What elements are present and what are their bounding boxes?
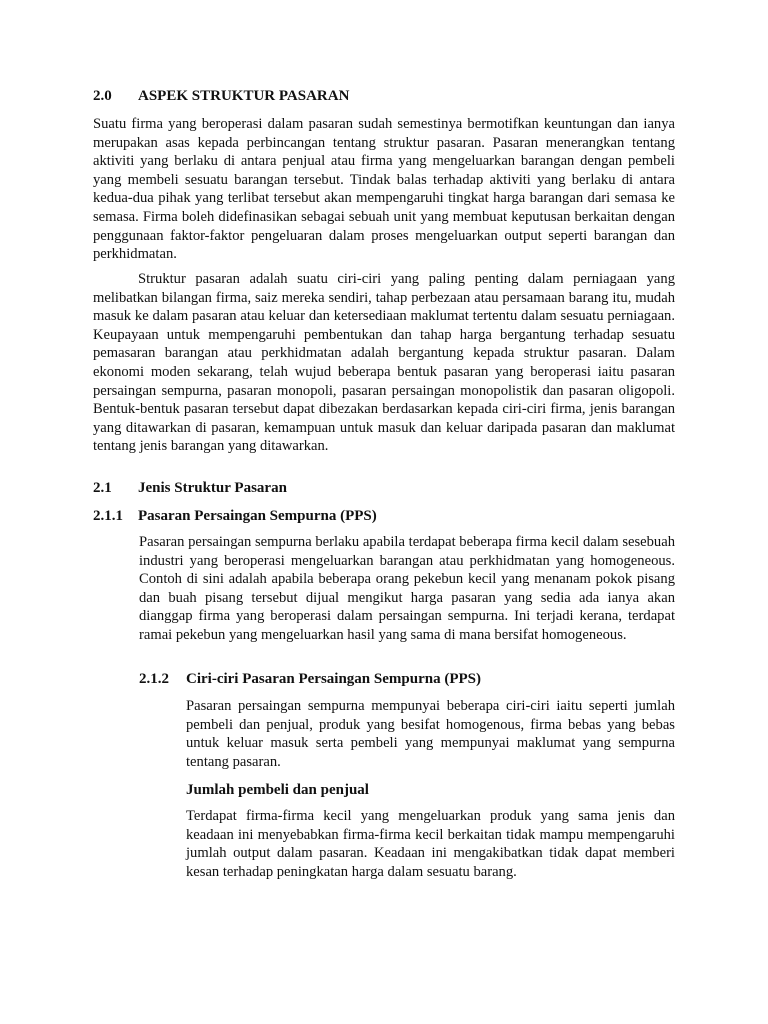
- section-title: Jenis Struktur Pasaran: [138, 480, 287, 496]
- section-number: 2.1.2: [139, 671, 169, 687]
- section-2-0-paragraph-1: Suatu firma yang beroperasi dalam pasaran sudah semestinya bermotifkan keuntungan dan ianya merupakan asas kepada perbincangan tentang struktur pasaran. Pasaran menerangkan tentang aktiviti yang berlaku di antara penjual atau firma yang mengeluarkan barangan dengan pembeli yang membeli sesuatu barangan tersebut. Tindak balas terhadap aktiviti yang berlaku di antara kedua-dua pihak yang terlibat tersebut akan mempengaruhi tingkat harga barangan dari semasa ke semasa. Firma boleh didefinasikan sebagai sebuah unit yang membuat keputusan berkaitan dengan penggunaan faktor-faktor pengeluaran dalam proses mengeluarkan output seperti barangan dan perkhidmatan.: [93, 116, 675, 263]
- section-number: 2.0: [93, 88, 112, 104]
- section-2-1-1-paragraph: Pasaran persaingan sempurna berlaku apabila terdapat beberapa firma kecil dalam sesebuah industri yang beroperasi mengeluarkan barangan atau perkhidmatan yang homogeneous. Contoh di sini adalah apabila beberapa orang pekebun kecil yang menanam pokok pisang dan buah pisang tersebut dijual mengikut harga pasaran yang sedia ada ianya akan dianggap firma yang beroperasi dalam persaingan sempurna. Ini terjadi kerana, terdapat ramai pekebun yang mengeluarkan hasil yang sama di mana bersifat homogeneous.: [139, 534, 675, 643]
- section-2-0-paragraph-2: Struktur pasaran adalah suatu ciri-ciri yang paling penting dalam perniagaan yang melibatkan bilangan firma, saiz mereka sendiri, tahap perbezaan atau persamaan barang itu, mudah masuk ke dalam pasaran atau keluar dan ketersediaan maklumat tertentu dalam sesuatu perniagaan. Keupayaan untuk mempengaruhi pembentukan dan tahap harga bergantung terhadap sesuatu pemasaran barangan atau perkhidmatan adalah bergantung kepada struktur pasaran. Dalam ekonomi moden sekarang, telah wujud beberapa bentuk pasaran yang beroperasi iaitu pasaran persaingan sempurna, pasaran monopoli, pasaran persaingan monopolistik dan pasaran oligopoli. Bentuk-bentuk pasaran tersebut dapat dibezakan berdasarkan kepada ciri-ciri firma, jenis barangan yang ditawarkan di pasaran, kemampuan untuk masuk dan keluar daripada pasaran dan maklumat tentang jenis barangan yang ditawarkan.: [93, 271, 675, 455]
- section-title: Ciri-ciri Pasaran Persaingan Sempurna (PPS): [186, 671, 481, 687]
- subheading-paragraph: Terdapat firma-firma kecil yang mengeluarkan produk yang sama jenis dan keadaan ini menyebabkan firma-firma kecil berkaitan tidak mampu mempengaruhi jumlah output dalam pasaran. Keadaan ini mengakibatkan tidak dapat memberi kesan terhadap peningkatan harga dalam sesuatu barang.: [186, 808, 675, 880]
- section-title: Pasaran Persaingan Sempurna (PPS): [138, 508, 377, 524]
- section-number: 2.1.1: [93, 508, 123, 524]
- section-number: 2.1: [93, 480, 112, 496]
- section-2-1-2-paragraph: Pasaran persaingan sempurna mempunyai beberapa ciri-ciri iaitu seperti jumlah pembeli dan penjual, produk yang besifat homogenous, firma bebas yang bebas untuk keluar masuk serta pembeli yang mempunyai maklumat yang sempurna tentang pasaran.: [186, 698, 675, 770]
- section-title: ASPEK STRUKTUR PASARAN: [138, 88, 350, 104]
- subheading-jumlah-pembeli: Jumlah pembeli dan penjual: [186, 782, 369, 798]
